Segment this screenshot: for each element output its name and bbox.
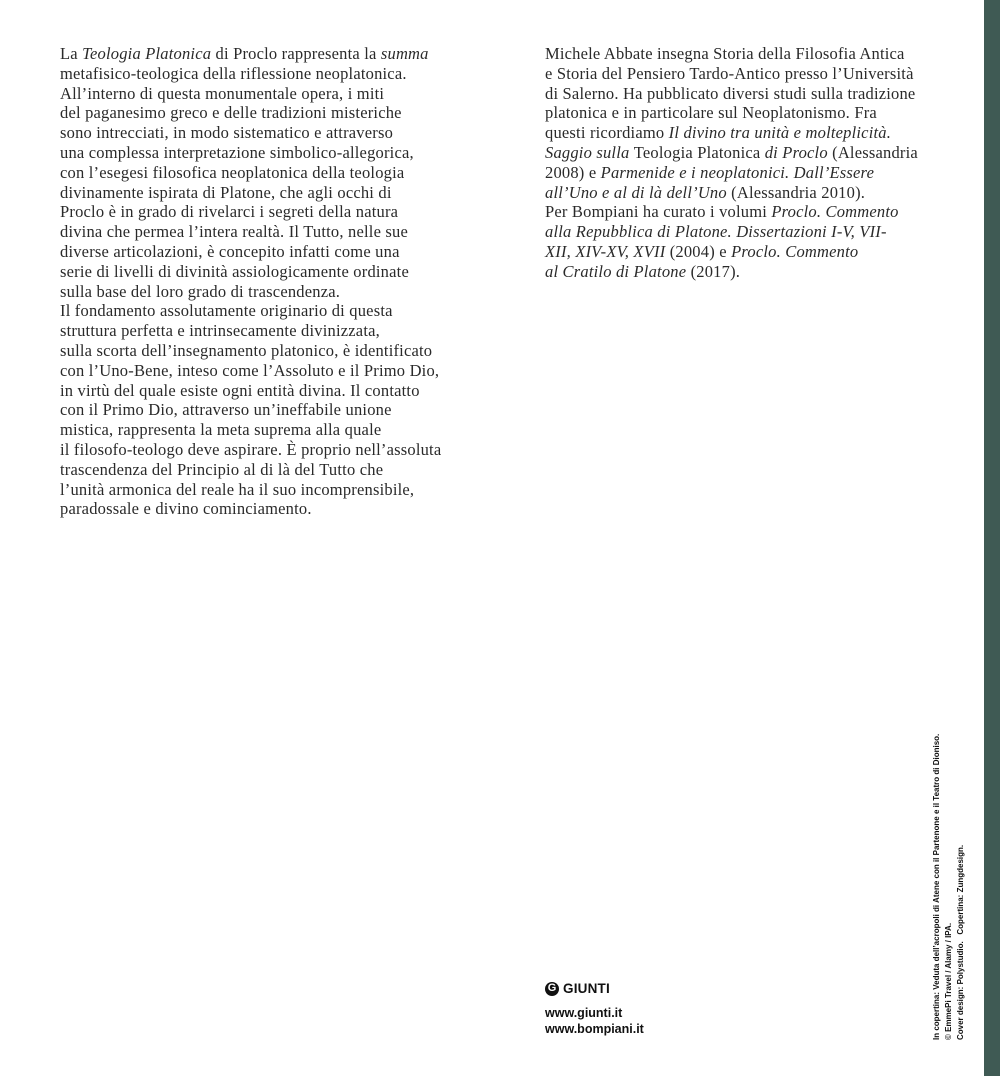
publisher-block [545,981,644,1037]
synopsis-column [60,44,500,519]
text-line: La Teologia Platonica di Proclo rappresenta la summa [60,44,429,63]
text-line: sulla scorta dell’insegnamento platonico, è identificato [60,340,433,360]
text-line: del paganesimo greco e delle tradizioni misteriche [60,103,402,123]
text-line: divinamente ispirata di Platone, che agli occhi di [60,182,392,202]
text-line: Michele Abbate insegna Storia della Filosofia Antica [545,44,905,63]
text-line: di Salerno. Ha pubblicato diversi studi sulla tradizione [545,83,916,103]
text-line: 2008) e Parmenide e i neoplatonici. Dall’Essere [545,162,875,182]
text-line: alla Repubblica di Platone. Dissertazioni I-V, VII- [545,222,887,242]
text-line: sulla base del loro grado di trascendenza. [60,281,341,301]
text-line: Per Bompiani ha curato i volumi Proclo. Commento [545,202,899,222]
text-line: struttura perfetta e intrinsecamente divinizzata, [60,321,380,341]
text-line: paradossale e divino cominciamento. [60,499,312,519]
text-line: e Storia del Pensiero Tardo-Antico presso l’Università [545,63,914,83]
text-line: Il fondamento assolutamente originario di questa [60,301,393,321]
text-line: in virtù del quale esiste ogni entità divina. Il contatto [60,380,420,400]
publisher-urls [545,1005,644,1037]
text-line: al Cratilo di Platone (2017). [545,261,741,281]
photo-credits-vertical-text [931,710,967,1040]
text-line: © EmmePi Travel / Alamy / IPA. [944,922,953,1040]
text-line: una complessa interpretazione simbolico-allegorica, [60,142,414,162]
text-line: questi ricordiamo Il divino tra unità e molteplicità. [545,123,892,143]
text-line: Saggio sulla Teologia Platonica di Proclo (Alessandria [545,142,918,162]
text-line: platonica e in particolare sul Neoplatonismo. Fra [545,103,877,123]
author-bio-column [545,44,975,282]
giunti-url: www.giunti.it [545,1006,623,1020]
text-line: con l’Uno-Bene, inteso come l’Assoluto e il Primo Dio, [60,360,440,380]
text-line: Cover design: Polystudio. Copertina: Zungdesign. [956,844,965,1040]
text-line: con il Primo Dio, attraverso un’ineffabile unione [60,400,392,420]
text-line: Proclo è in grado di rivelarci i segreti della natura [60,202,399,222]
text-line: trascendenza del Principio al di là del Tutto che [60,459,384,479]
text-line: sono intrecciati, in modo sistematico e attraverso [60,123,394,143]
giunti-logo-icon: G [545,982,559,996]
text-line: divina che permea l’intera realtà. Il Tutto, nelle sue [60,222,409,242]
bompiani-url: www.bompiani.it [545,1022,644,1036]
publisher-brand-row [545,981,644,996]
text-line: All’interno di questa monumentale opera, i miti [60,83,385,103]
text-line: metafisico-teologica della riflessione neoplatonica. [60,63,407,83]
text-line: all’Uno e al di là dell’Uno (Alessandria 2010). [545,182,866,202]
text-line: mistica, rappresenta la meta suprema alla quale [60,420,382,440]
text-line: diverse articolazioni, è concepito infatti come una [60,241,400,261]
publisher-name: GIUNTI [563,981,610,996]
text-line: In copertina: Veduta dell’acropoli di Atene con il Partenone e il Teatro di Dioniso. [932,733,941,1040]
text-line: con l’esegesi filosofica neoplatonica della teologia [60,162,405,182]
text-line: l’unità armonica del reale ha il suo incomprensibile, [60,479,415,499]
text-line: il filosofo-teologo deve aspirare. È proprio nell’assoluta [60,439,442,459]
spine-strip [984,0,1000,1076]
text-line: XII, XIV-XV, XVII (2004) e Proclo. Commento [545,241,859,261]
text-line: serie di livelli di divinità assiologicamente ordinate [60,261,409,281]
